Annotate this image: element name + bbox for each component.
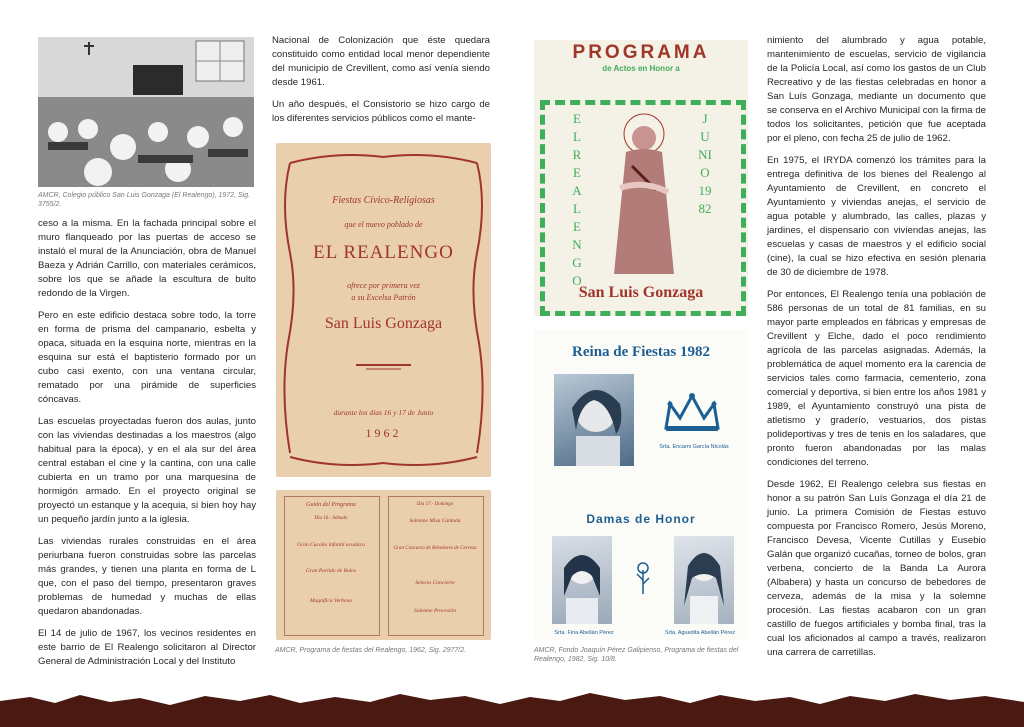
programme-1962-cover <box>276 143 491 477</box>
programme-1982-subtitle: de Actos en Honor a <box>602 64 680 73</box>
programme-1962-inside <box>276 490 491 640</box>
programme-item: Gran Concurso de Bebedores de Cerveza <box>393 546 477 551</box>
column-1-text <box>38 217 256 677</box>
programme-1982-title: PROGRAMA <box>572 42 710 63</box>
programme-year: 1962 <box>365 426 402 440</box>
programme-1982-saint: San Luis Gonzaga <box>578 284 704 301</box>
programme-line: a su Excelsa Patrón <box>351 293 416 302</box>
programme-inner-title: Guión del Programa <box>306 502 356 508</box>
flower-icon <box>634 560 652 594</box>
queen-portrait <box>554 374 634 466</box>
programme-item: Solemne Procesión <box>413 608 457 614</box>
programme-1982-cover <box>534 40 748 316</box>
queen-name: Srta. Encarni García Nicolás <box>659 444 729 450</box>
paragraph: nimiento del alumbrado y agua potable, mantenimiento de escuelas, servicio de vigilancia de la Policía Local, así como los gastos de un Club Recreativo y de las fiestas celebradas en honor a San Luís Gonzaga, mediante un documento que se conserva en el Archivo Municipal con la firma de todos los solicitantes, petición que fue aceptada por el pleno, con fecha 25 de julio de 1962. <box>767 35 986 144</box>
programme-saint: San Luis Gonzaga <box>324 315 443 332</box>
saint-figure-icon <box>602 106 688 276</box>
paragraph: Nacional de Colonización que éste quedara constituido como entidad local menor dependiente del municipio de Crevillent, como así venía siendo desde 1961. <box>272 35 490 88</box>
paragraph: Las escuelas proyectadas fueron dos aulas, junto con las viviendas destinadas a los maestros (algo habitual para la época), y en el ala sur del área central estaban el cine y la cantina, con una calle cubierta en un tramo por una marquesina de hormigón armado. En el proyecto original se proyectó un estanque y la acequia, si bien hoy hay un pequeño jardín junto a la iglesia. <box>38 416 256 525</box>
queen-festival-page <box>534 330 748 640</box>
programme-item: Magnífica Verbena <box>309 598 352 604</box>
programme-line: ofrece por primera vez <box>347 281 420 290</box>
photo-caption: AMCR, Colegio público San Luis Gonzaga (El Realengo), 1972, Sig. 3755/2. <box>38 192 251 208</box>
dama-name: Srta. Fina Abellán Pérez <box>554 630 614 636</box>
dama-portrait-2 <box>674 536 734 624</box>
programme-dates: durante los días 16 y 17 de Junio <box>333 408 434 417</box>
queen-title: Reina de Fiestas 1982 <box>572 344 710 360</box>
paragraph: Desde 1962, El Realengo celebra sus fiestas en honor a su patrón San Luís Gonzaga el día 21 de junio. La primera Comisión de Fiestas estuvo compuesta por Francisco Romero, Jesús Moreno, Francisco Devesa, Vicente Cutillas y Eusebio Galán que organizó cucañas, torneo de bolos, gran verbena, concierto de la Banda La Aurora (Albabera) y hasta un concurso de bebedores de cerveza, además de la misa y la solemne procesión. Las fiestas acabaron con un gran castillo de fuegos artificiales y bomba final, tras la cual los aficionados al campo a través, realizaron una carrera de carretillas. <box>767 479 986 658</box>
programme-item: Gran Partido de Bolos <box>305 568 357 574</box>
programme-line: que el nuevo poblado de <box>344 220 423 229</box>
programme-title: EL REALENGO <box>313 242 454 263</box>
programme-item: Gran Cucaña infantil acuática <box>297 542 365 548</box>
crown-icon <box>662 392 722 434</box>
column-4-text <box>767 34 986 668</box>
torn-bottom-band <box>0 683 1024 727</box>
vertical-text-left: EL REALENGO <box>572 111 582 288</box>
paragraph: El 14 de julio de 1967, los vecinos residentes en este barrio de El Realengo solicitaron al Director General de Administración Local y del Instituto <box>38 628 256 667</box>
programme-inner-day: Día 17.- Domingo <box>416 502 454 507</box>
column-2-text <box>272 34 490 134</box>
programme-1962-caption: AMCR, Programa de fiestas del Realengo, 1962, Sig. 2977/2. <box>275 647 467 654</box>
programme-item: Selecto Concierto <box>415 580 455 586</box>
paragraph: Las viviendas rurales construidas en el área periurbana fueron construidas sobre las parcelas más grandes, y tienen una planta en forma de L que, con el paso del tiempo, presentaron graves problemas de humedad y muchas de ellas quedaron abandonadas. <box>38 536 256 617</box>
paragraph: En 1975, el IRYDA comenzó los trámites para la entrega definitiva de los bienes del Realengo al Ayuntamiento de Crevillent, en concreto el Ayuntamiento y viviendas anejas, el servicio de agua potable y alumbrado, las calles, plazas y jardines, el dispensario con viviendas anejas, las escuelas y casas de maestros y el edificio social (cine), la cual se hizo efectiva en sesión plenaria de 30 de diciembre de 1978. <box>767 155 986 278</box>
dama-portrait-1 <box>552 536 612 624</box>
programme-inner-day: Día 16.- Sábado <box>314 516 348 521</box>
programme-line: Fiestas Cívico-Religiosas <box>332 195 435 206</box>
paragraph: ceso a la misma. En la fachada principal sobre el muro flanqueado por las puertas de acceso se instaló el mural de la Anunciación, obra de Manuel Baeza y Adrián Carrillo, con materiales cerámicos, sobre los que se añade la escultura de bulto redondo de la Virgen. <box>38 218 256 299</box>
damas-title: Damas de Honor <box>586 512 696 526</box>
paragraph: Por entonces, El Realengo tenía una población de 586 personas de un total de 81 familias, en su mayor parte empleados en fábricas y empresas de Crevillent y Elche, dado el poco rendimiento agrícola de las parcelas asignadas. Además, la problemática de aquel momento era la carencia de servicios tales como farmacia, cementerio, zona comercial y deportiva, si bien entre los años 1981 y 1989, el Ayuntamiento construyó una pista de atletismo y graderío, vestuarios, dos pistas polideportivas y tres de tenis en los saladares, que pronto fueron abandonadas por las malas condiciones del terreno. <box>767 289 986 468</box>
school-classroom-photo <box>38 37 254 187</box>
dama-name: Srta. Aguedita Abellán Pérez <box>664 630 736 636</box>
paragraph: Pero en este edificio destaca sobre todo, la torre en forma de prisma del campanario, esbelta y opaca, situada en la esquina norte, mientras en la esquina sur está el baptisterio formado por un cubo casi exento, con una ventana circular, rematado por una pirámide de superficies cóncavas. <box>38 310 256 405</box>
paragraph: Un año después, el Consistorio se hizo cargo de los diferentes servicios públicos como el mante- <box>272 99 490 124</box>
programme-item: Solemne Misa Cantada <box>409 518 461 524</box>
queen-caption: AMCR, Fondo Joaquín Pérez Galipienso, Programa de fiestas del Realengo, 1982, Sig. 10/8. <box>534 647 739 663</box>
vertical-text-right: JUNIO 1982 <box>698 111 712 216</box>
